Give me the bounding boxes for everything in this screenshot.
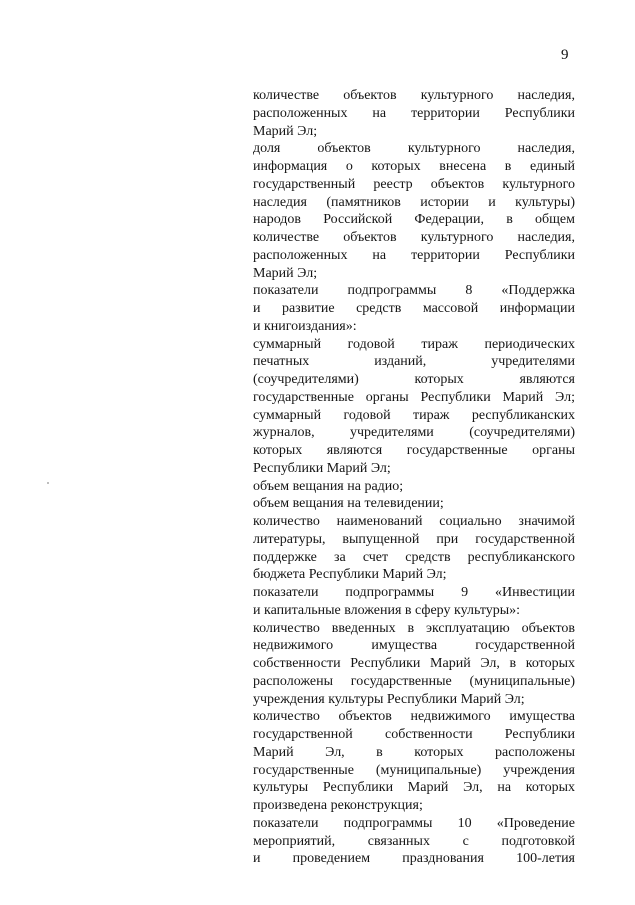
text-line: показатели подпрограммы 10 «Проведение xyxy=(253,815,575,831)
text-line: бюджета Республики Марий Эл; xyxy=(253,567,447,583)
text-line: мероприятий, связанных с подготовкой xyxy=(253,833,575,849)
text-line: государственные органы Республики Марий Эл; xyxy=(253,389,575,405)
text-line: литературы, выпущенной при государственной xyxy=(253,531,575,547)
body-text xyxy=(253,87,575,868)
text-line: учреждения культуры Республики Марий Эл; xyxy=(253,691,525,707)
text-line: суммарный годовой тираж республиканских xyxy=(253,407,575,423)
text-line: собственности Республики Марий Эл, в которых xyxy=(253,656,575,671)
text-line: и капитальные вложения в сферу культуры»: xyxy=(253,602,521,618)
text-line: недвижимого имущества государственной xyxy=(253,638,575,654)
scan-speck xyxy=(47,482,49,484)
text-line: журналов, учредителями (соучредителями) xyxy=(253,425,575,441)
text-line: и развитие средств массовой информации xyxy=(253,301,575,316)
text-line: показатели подпрограммы 8 «Поддержка xyxy=(253,283,575,299)
text-line: количество введенных в эксплуатацию объектов xyxy=(253,620,575,636)
text-line: расположенных на территории Республики xyxy=(253,247,575,263)
text-line: и книгоиздания»: xyxy=(253,318,357,334)
text-line: доля объектов культурного наследия, xyxy=(253,141,575,157)
text-line: количество наименований социально значимой xyxy=(253,514,575,529)
text-line: поддержке за счет средств республиканского xyxy=(253,549,575,565)
text-line: объем вещания на радио; xyxy=(253,478,404,494)
text-line: Марий Эл; xyxy=(253,265,318,281)
text-line: печатных изданий, учредителями xyxy=(253,354,575,370)
text-line: суммарный годовой тираж периодических xyxy=(253,336,575,352)
text-line: расположены государственные (муниципальные) xyxy=(253,673,575,689)
text-line: Марий Эл; xyxy=(253,123,318,139)
text-line: показатели подпрограммы 9 «Инвестиции xyxy=(253,585,575,600)
text-line: (соучредителями) которых являются xyxy=(253,372,575,387)
text-line: объем вещания на телевидении; xyxy=(253,496,444,512)
text-line: и проведением празднования 100-летия xyxy=(253,851,575,867)
text-line: государственный реестр объектов культурного xyxy=(253,176,575,192)
text-line: расположенных на территории Республики xyxy=(253,105,575,121)
text-line: Марий Эл, в которых расположены xyxy=(253,744,575,760)
text-line: наследия (памятников истории и культуры) xyxy=(253,194,575,210)
text-line: произведена реконструкция; xyxy=(253,798,423,813)
text-line: государственной собственности Республики xyxy=(253,727,575,742)
text-line: количестве объектов культурного наследия, xyxy=(253,230,575,245)
text-line: информация о которых внесена в единый xyxy=(253,159,575,174)
text-line: народов Российской Федерации, в общем xyxy=(253,212,575,228)
text-line: культуры Республики Марий Эл, на которых xyxy=(253,780,575,796)
text-line: количество объектов недвижимого имущества xyxy=(253,709,575,725)
text-line: которых являются государственные органы xyxy=(253,443,575,458)
text-line: количестве объектов культурного наследия, xyxy=(253,88,575,103)
text-line: государственные (муниципальные) учреждения xyxy=(253,762,575,778)
text-line: Республики Марий Эл; xyxy=(253,460,391,476)
page-number: 9 xyxy=(561,47,569,63)
